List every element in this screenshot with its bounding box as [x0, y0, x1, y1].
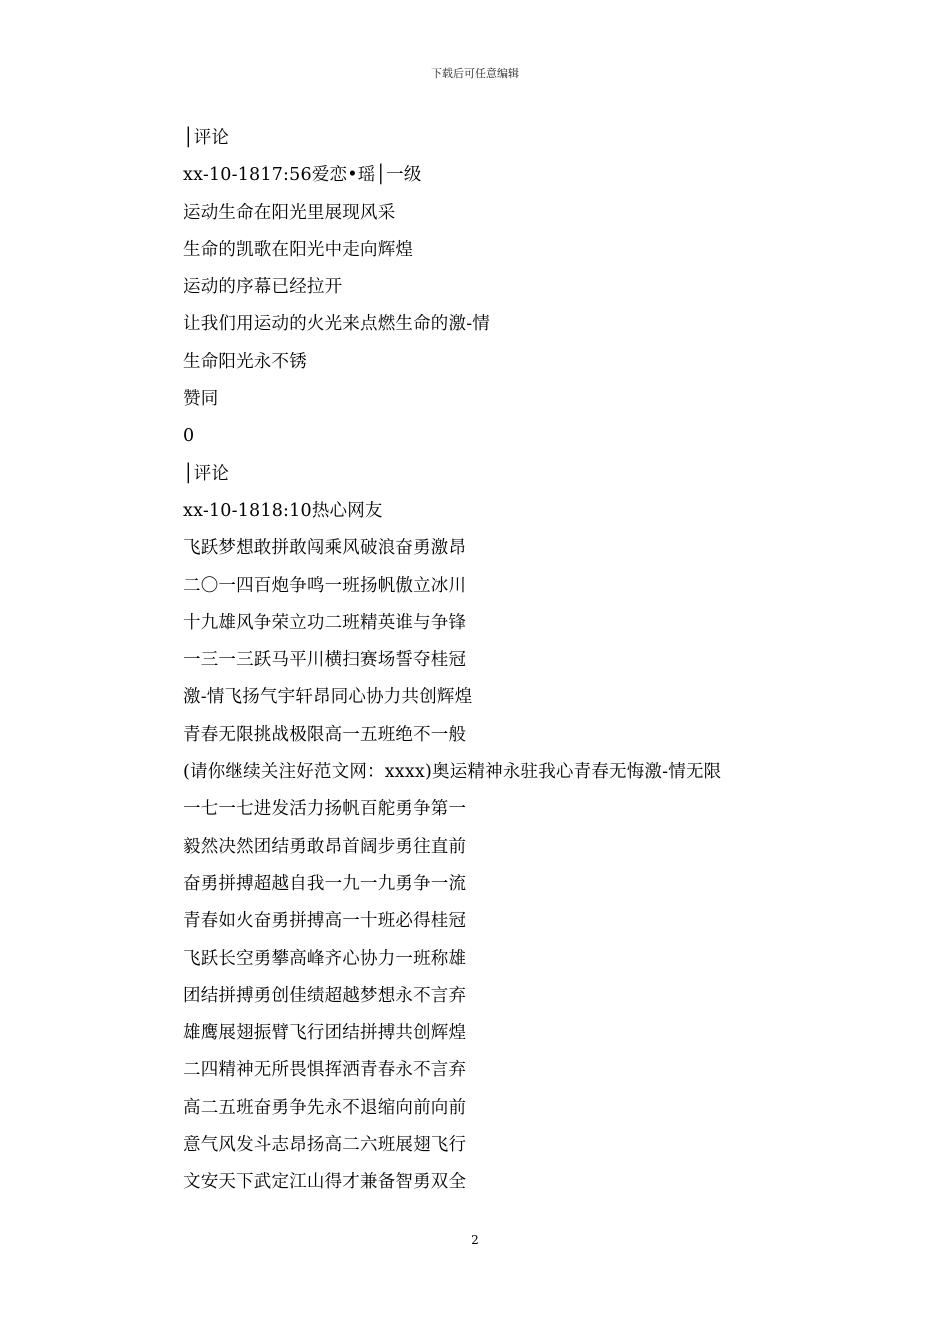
text-line: 青春无限挑战极限高一五班绝不一般 — [183, 724, 467, 745]
text-line: 十九雄风争荣立功二班精英谁与争锋 — [183, 612, 467, 633]
document-body — [183, 120, 883, 1202]
text-line: 运动的序幕已经拉开 — [183, 277, 343, 298]
text-line: 赞同 — [183, 389, 219, 410]
text-line: 文安天下武定江山得才兼备智勇双全 — [183, 1172, 467, 1193]
text-line: 生命的凯歌在阳光中走向辉煌 — [183, 239, 414, 260]
text-line: xx-10-1818:10热心网友 — [183, 500, 383, 521]
text-line: │评论 — [183, 128, 230, 148]
text-line: 团结拼搏勇创佳绩超越梦想永不言弃 — [183, 985, 467, 1006]
text-line: xx-10-1817:56爱恋•瑶│一级 — [183, 165, 422, 186]
text-line: 青春如火奋勇拼搏高一十班必得桂冠 — [183, 911, 467, 932]
text-line: 奋勇拼搏超越自我一九一九勇争一流 — [183, 873, 467, 894]
text-line: 高二五班奋勇争先永不退缩向前向前 — [183, 1097, 467, 1118]
page-header: 下载后可任意编辑 — [431, 67, 519, 80]
text-line: 一七一七进发活力扬帆百舵勇争第一 — [183, 799, 467, 820]
text-line: 激-情飞扬气宇轩昂同心协力共创辉煌 — [183, 687, 473, 708]
text-line: 雄鹰展翅振臂飞行团结拼搏共创辉煌 — [183, 1023, 467, 1044]
text-line: 运动生命在阳光里展现风采 — [183, 202, 396, 223]
text-line: 让我们用运动的火光来点燃生命的激-情 — [183, 314, 491, 335]
text-line: 二四精神无所畏惧挥洒青春永不言弃 — [183, 1060, 467, 1081]
text-line: 毅然决然团结勇敢昂首阔步勇往直前 — [183, 836, 467, 857]
text-line: 二〇一四百炮争鸣一班扬帆傲立冰川 — [183, 575, 467, 596]
text-line: 飞跃梦想敢拼敢闯乘风破浪奋勇激昂 — [183, 538, 467, 559]
page-number: 2 — [471, 1233, 479, 1247]
text-line: 意气风发斗志昂扬高二六班展翅飞行 — [183, 1135, 467, 1156]
text-line: 一三一三跃马平川横扫赛场誓夺桂冠 — [183, 650, 467, 671]
text-line: 生命阳光永不锈 — [183, 351, 307, 372]
text-line: │评论 — [183, 463, 230, 484]
text-line: (请你继续关注好范文网：xxxx)奥运精神永驻我心青春无悔激-情无限 — [183, 762, 722, 783]
text-line: 0 — [183, 426, 195, 447]
text-line: 飞跃长空勇攀高峰齐心协力一班称雄 — [183, 948, 467, 969]
